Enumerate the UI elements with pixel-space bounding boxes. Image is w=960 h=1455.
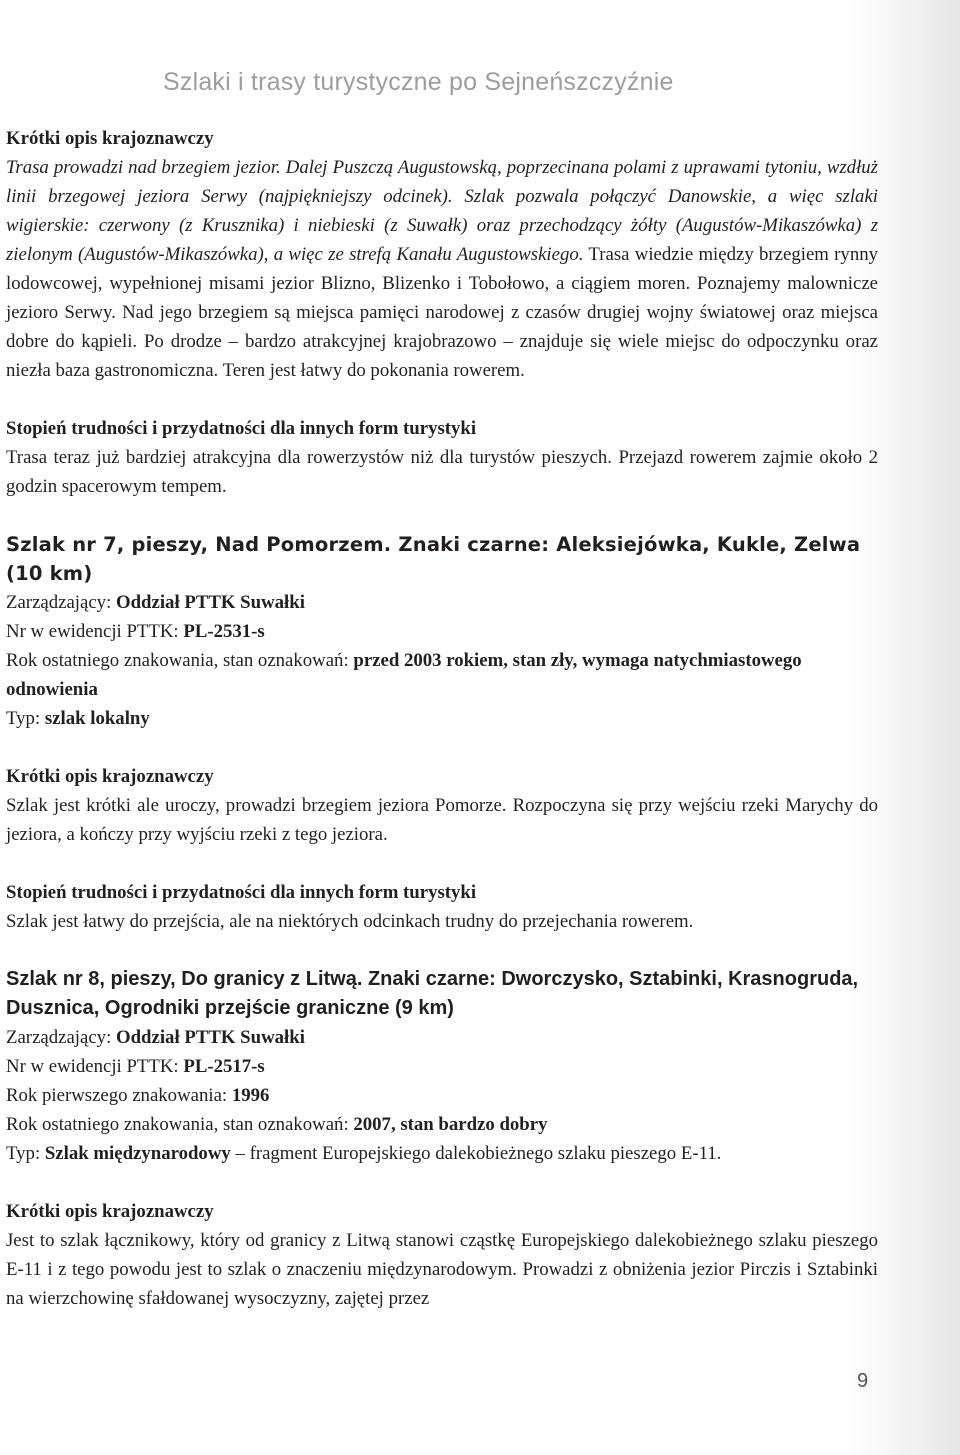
section1-difficulty-heading: Stopień trudności i przydatności dla innych form turystyki xyxy=(6,418,477,439)
running-header: Szlaki i trasy turystyczne po Sejneńszczyźnie xyxy=(163,68,674,96)
trail8-type xyxy=(6,1139,878,1168)
trail7-last-marking xyxy=(6,646,878,704)
section1-description-roman: Trasa wiedzie między brzegiem rynny lodowcowej, wypełnionej misami jezior Blizno, Blizenko i Tobołowo, a ciągiem moren. Poznajemy malownicze jezioro Serwy. Nad jego brzegiem są miejsca pamięci narodowej z czasów drugiej wojny światowej oraz miejsca dobre do kąpieli. Po drodze – bardzo atrakcyjnej krajobrazowo – znajduje się wiele miejsc do odpoczynku oraz niezła baza gastronomiczna. Teren jest łatwy do pokonania rowerem. xyxy=(6,244,878,381)
trail8-type-suffix: – fragment Europejskiego dalekobieżnego szlaku pieszego E-11. xyxy=(230,1143,722,1164)
trail8-description: Jest to szlak łącznikowy, który od granicy z Litwą stanowi cząstkę Europejskiego dalekobieżnego szlaku pieszego E-11 i z tego powodu jest to szlak o znaczeniu międzynarodowym. Prowadzi z obniżenia jezior Pirczis i Sztabinki na wierzchowinę sfałdowanej wysoczyzny, zajętej przez xyxy=(6,1230,878,1309)
trail8-last-marking-label: Rok ostatniego znakowania, stan oznakowań: xyxy=(6,1114,354,1135)
page-number: 9 xyxy=(857,1370,869,1392)
trail7-description: Szlak jest krótki ale uroczy, prowadzi brzegiem jeziora Pomorze. Rozpoczyna się przy wejściu rzeki Marychy do jeziora, a kończy przy wyjściu rzeki z tego jeziora. xyxy=(6,795,878,845)
trail7-type-label: Typ: xyxy=(6,708,45,729)
trail7-register-label: Nr w ewidencji PTTK: xyxy=(6,621,184,642)
trail7-manager xyxy=(6,588,878,617)
trail7-description-heading: Krótki opis krajoznawczy xyxy=(6,766,214,787)
page-content xyxy=(6,124,878,1313)
trail8-last-marking-value: 2007, stan bardzo dobry xyxy=(353,1114,548,1135)
trail7-type xyxy=(6,704,878,733)
trail7-manager-label: Zarządzający: xyxy=(6,592,116,613)
trail8-title: Szlak nr 8, pieszy, Do granicy z Litwą. Znaki czarne: Dworczysko, Sztabinki, Krasnogruda, Dusznica, Ogrodniki przejście graniczne (9 km) xyxy=(6,968,859,1019)
trail8-register-label: Nr w ewidencji PTTK: xyxy=(6,1056,184,1077)
trail8-manager-label: Zarządzający: xyxy=(6,1027,116,1048)
trail7-register-value: PL-2531-s xyxy=(183,621,265,642)
trail8-manager-value: Oddział PTTK Suwałki xyxy=(116,1027,305,1048)
trail7-type-value: szlak lokalny xyxy=(44,708,150,729)
section1-description-italic: Trasa prowadzi nad brzegiem jezior. Dalej Puszczą Augustowską, poprzecinana polami z uprawami tytoniu, wzdłuż linii brzegowej jeziora Serwy (najpiękniejszy odcinek). Szlak pozwala połączyć Danowskie, a więc szlaki wigierskie: czerwony (z Krusznika) i niebieski (z Suwałk) oraz przechodzący żółty (Augustów-Mikaszówka) z zielonym (Augustów-Mikaszówka), a więc ze strefą Kanału Augustowskiego. xyxy=(6,157,878,265)
trail8-last-marking xyxy=(6,1110,878,1139)
trail7-last-marking-label: Rok ostatniego znakowania, stan oznakowań: xyxy=(6,650,354,671)
section1-description xyxy=(6,153,878,385)
trail8-first-marking-label: Rok pierwszego znakowania: xyxy=(6,1085,232,1106)
trail7-last-marking-value: przed 2003 rokiem, stan zły, wymaga natychmiastowego odnowienia xyxy=(6,650,802,700)
section1-difficulty-text: Trasa teraz już bardziej atrakcyjna dla rowerzystów niż dla turystów pieszych. Przejazd rowerem zajmie około 2 godzin spacerowym tempem. xyxy=(6,447,878,497)
trail7-difficulty-heading: Stopień trudności i przydatności dla innych form turystyki xyxy=(6,882,477,903)
trail8-manager xyxy=(6,1023,878,1052)
trail8-register xyxy=(6,1052,878,1081)
trail8-type-label: Typ: xyxy=(6,1143,45,1164)
trail8-first-marking-value: 1996 xyxy=(231,1085,270,1106)
trail8-type-value: Szlak międzynarodowy xyxy=(44,1143,231,1164)
trail7-manager-value: Oddział PTTK Suwałki xyxy=(116,592,305,613)
trail7-difficulty-text: Szlak jest łatwy do przejścia, ale na niektórych odcinkach trudny do przejechania rowerem. xyxy=(6,911,694,932)
trail7-register xyxy=(6,617,878,646)
trail7-title: Szlak nr 7, pieszy, Nad Pomorzem. Znaki czarne: Aleksiejówka, Kukle, Zelwa (10 km) xyxy=(6,533,861,585)
trail8-register-value: PL-2517-s xyxy=(183,1056,265,1077)
trail8-first-marking xyxy=(6,1081,878,1110)
trail8-description-heading: Krótki opis krajoznawczy xyxy=(6,1201,214,1222)
section1-description-heading: Krótki opis krajoznawczy xyxy=(6,128,214,149)
